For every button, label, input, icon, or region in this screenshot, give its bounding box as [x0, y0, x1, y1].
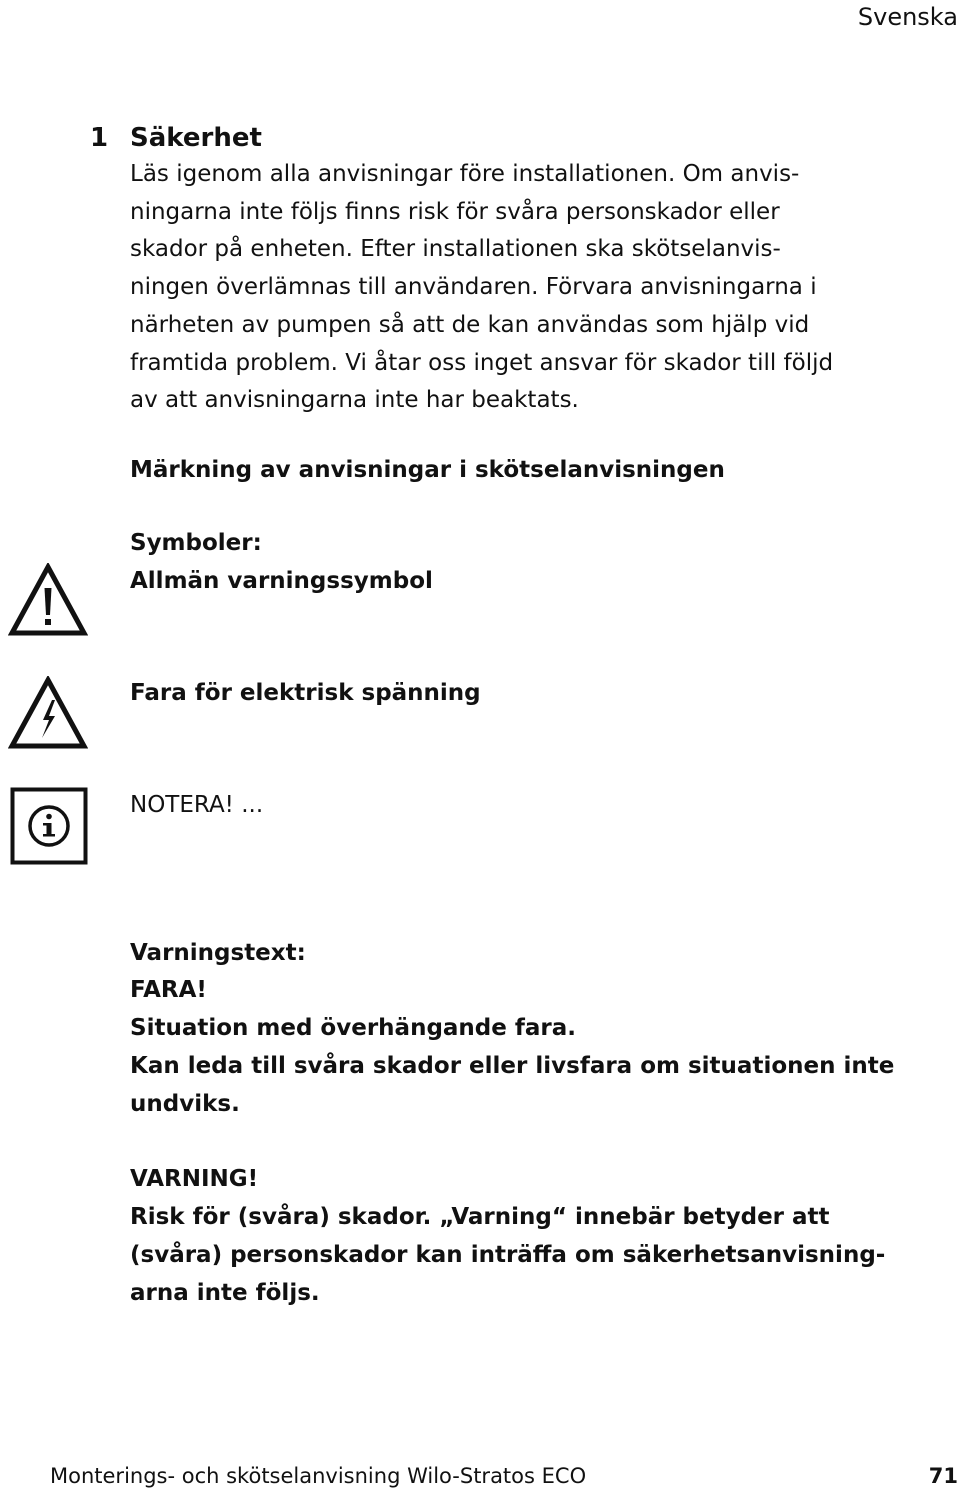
- footer-text: Monterings- och skötselanvisning Wilo-Stratos ECO: [50, 1464, 587, 1488]
- header-language: Svenska: [857, 3, 958, 31]
- danger-title: FARA!: [130, 977, 207, 1003]
- page-number: 71: [928, 1464, 958, 1488]
- info-icon: [10, 787, 88, 865]
- marking-heading: Märkning av anvisningar i skötselanvisningen: [130, 457, 725, 483]
- intro-line: av att anvisningarna inte har beaktats.: [130, 387, 579, 414]
- warning-line: (svåra) personskador kan inträffa om säkerhetsanvisning-: [130, 1242, 886, 1268]
- warning-line: Risk för (svåra) skador. „Varning“ innebär betyder att: [130, 1204, 830, 1230]
- warning-triangle-icon: [8, 563, 88, 637]
- intro-line: Läs igenom alla anvisningar före installationen. Om anvis-: [130, 161, 800, 187]
- warning-line: arna inte följs.: [130, 1280, 320, 1306]
- intro-line: närheten av pumpen så att de kan användas som hjälp vid: [130, 311, 810, 338]
- danger-line: Kan leda till svåra skador eller livsfara om situationen inte: [130, 1053, 895, 1079]
- intro-line: skador på enheten. Efter installationen ska skötselanvis-: [130, 236, 781, 263]
- electric-hazard-icon: [8, 676, 88, 750]
- danger-line: Situation med överhängande fara.: [130, 1015, 576, 1041]
- symbols-label: Symboler:: [130, 530, 262, 556]
- section-title: Säkerhet: [130, 123, 262, 153]
- warning-text-label: Varningstext:: [130, 940, 306, 966]
- warning-title: VARNING!: [130, 1166, 259, 1192]
- intro-line: ningarna inte följs finns risk för svåra personskador eller: [130, 198, 780, 225]
- danger-line: undviks.: [130, 1091, 240, 1117]
- intro-line: framtida problem. Vi åtar oss inget ansvar för skador till följd: [130, 349, 834, 376]
- note-label: NOTERA! ...: [130, 792, 264, 818]
- electric-danger-label: Fara för elektrisk spänning: [130, 680, 481, 706]
- intro-line: ningen överlämnas till användaren. Förvara anvisningarna i: [130, 274, 817, 301]
- section-number: 1: [90, 123, 109, 153]
- intro-paragraph: [130, 156, 890, 420]
- general-warning-label: Allmän varningssymbol: [130, 568, 433, 594]
